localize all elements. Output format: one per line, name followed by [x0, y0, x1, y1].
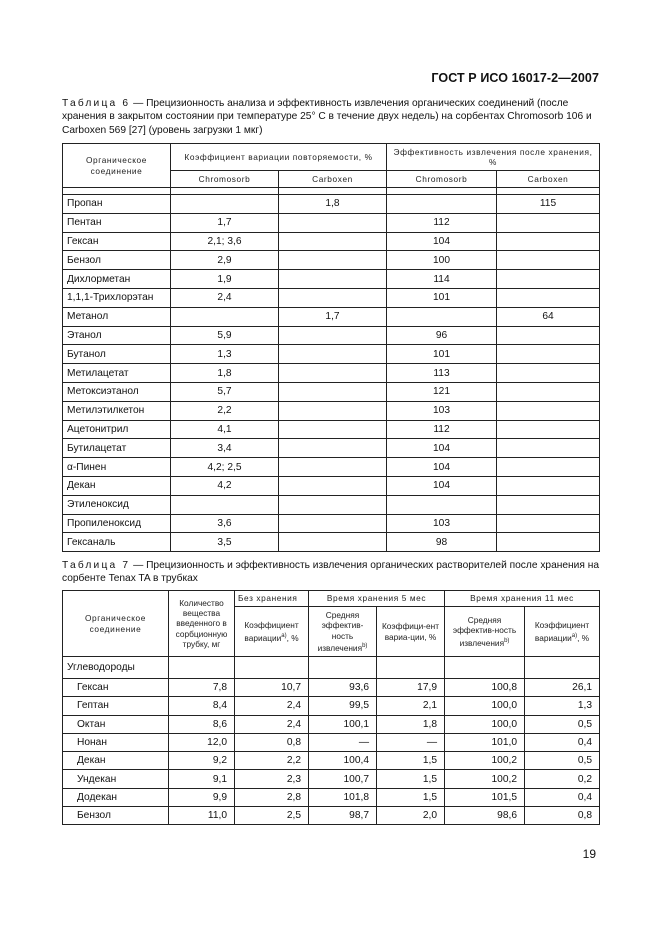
- table7-cell-cv-11mo: 1,3: [525, 697, 600, 715]
- table6-sub-chromosorb-eff: Chromosorb: [387, 171, 497, 188]
- table6-cell-cv-chromosorb: 3,4: [171, 439, 279, 458]
- table6-sub-carboxen-cv: Carboxen: [279, 171, 387, 188]
- table6-row: [63, 401, 600, 420]
- table7-row: [63, 679, 600, 697]
- table6-cell-eff-carboxen: [497, 533, 600, 552]
- table7-cell-cv-no-storage: 10,7: [235, 679, 309, 697]
- table7-cell-cv-5mo: 1,8: [377, 715, 445, 733]
- table6-cell-cv-chromosorb: [171, 495, 279, 514]
- table6-cell-eff-chromosorb: 104: [387, 476, 497, 495]
- table7-cell-cv-no-storage: 2,4: [235, 715, 309, 733]
- table7-row: [63, 715, 600, 733]
- table6-cell-cv-carboxen: [279, 476, 387, 495]
- table7-cell-compound: Октан: [63, 715, 169, 733]
- table7-cell-amount: 8,6: [169, 715, 235, 733]
- table7-cell-eff-5mo: 93,6: [309, 679, 377, 697]
- table6-cell-compound: Метанол: [63, 307, 171, 326]
- table7-cell-cv-11mo: 0,4: [525, 733, 600, 751]
- table6-cell-cv-carboxen: [279, 439, 387, 458]
- table7-cell-eff-5mo: —: [309, 733, 377, 751]
- table7-cell-cv-no-storage: 2,4: [235, 697, 309, 715]
- table6-cell-compound: Пропан: [63, 195, 171, 214]
- table6-cell-compound: Дихлорметан: [63, 270, 171, 289]
- table7-cell-eff-11mo: 100,0: [445, 715, 525, 733]
- table6-cell-cv-chromosorb: 1,3: [171, 345, 279, 364]
- table7-row: [63, 807, 600, 825]
- table6-cell-cv-carboxen: [279, 514, 387, 533]
- table6-caption: [62, 97, 602, 137]
- table6-cell-cv-carboxen: [279, 420, 387, 439]
- table7-cell-eff-11mo: 100,0: [445, 697, 525, 715]
- table7-cell-compound: Гексан: [63, 679, 169, 697]
- table6-caption-text: — Прецизионность анализа и эффективность извлечения органических соединений (после хранения в закрытом состоянии при температуре 25° С в течение двух недель) на сорбентах Chromosorb 106 и Carboxen 569 [27] (уровень загрузки 1 мкг): [62, 98, 592, 136]
- table6-cell-cv-chromosorb: 3,6: [171, 514, 279, 533]
- table7-cell-cv-11mo: 0,4: [525, 788, 600, 806]
- table6-cell-cv-carboxen: [279, 495, 387, 514]
- table6-cell-eff-carboxen: [497, 364, 600, 383]
- table6-cell-eff-chromosorb: 98: [387, 533, 497, 552]
- table6-cell-cv-carboxen: [279, 326, 387, 345]
- table6-cell-eff-carboxen: [497, 232, 600, 251]
- table7-cell-cv-5mo: 1,5: [377, 770, 445, 788]
- table7-cell-cv-11mo: 0,5: [525, 715, 600, 733]
- table7-cell-eff-11mo: 100,8: [445, 679, 525, 697]
- table7-row: [63, 788, 600, 806]
- table6-cell-cv-carboxen: [279, 364, 387, 383]
- table6-sub-carboxen-eff: Carboxen: [497, 171, 600, 188]
- table6-cell-cv-carboxen: [279, 533, 387, 552]
- table6-cell-eff-carboxen: [497, 270, 600, 289]
- table6-cell-eff-carboxen: [497, 476, 600, 495]
- table7-cell-eff-11mo: 101,5: [445, 788, 525, 806]
- table6-row: [63, 533, 600, 552]
- table6-row: [63, 213, 600, 232]
- table6-cell-compound: Метилацетат: [63, 364, 171, 383]
- table7-group-hydrocarbons: Углеводороды: [63, 657, 169, 679]
- table7-cell-eff-11mo: 98,6: [445, 807, 525, 825]
- table7-row: [63, 697, 600, 715]
- table6-cell-cv-chromosorb: 4,2; 2,5: [171, 458, 279, 477]
- table6-cell-compound: α-Пинен: [63, 458, 171, 477]
- table6-cell-cv-carboxen: [279, 382, 387, 401]
- table6-row: [63, 345, 600, 364]
- table6-cell-eff-chromosorb: 114: [387, 270, 497, 289]
- table7-cell-eff-5mo: 100,4: [309, 752, 377, 770]
- table7-sub-cv-no-storage: Коэффициент вариации$^{а)}$, %: [235, 607, 309, 657]
- table6-cell-eff-chromosorb: [387, 195, 497, 214]
- table6-row: [63, 307, 600, 326]
- table6-cell-eff-carboxen: [497, 439, 600, 458]
- table6-cell-compound: Бутилацетат: [63, 439, 171, 458]
- table7-cell-eff-5mo: 99,5: [309, 697, 377, 715]
- table7-cell-cv-5mo: 2,0: [377, 807, 445, 825]
- table6-cell-eff-chromosorb: 103: [387, 514, 497, 533]
- table7-cell-eff-11mo: 100,2: [445, 770, 525, 788]
- table6-cell-cv-chromosorb: 4,1: [171, 420, 279, 439]
- table6-cell-compound: 1,1,1-Трихлорэтан: [63, 288, 171, 307]
- table6-cell-eff-chromosorb: 104: [387, 439, 497, 458]
- table6-cell-cv-chromosorb: 1,7: [171, 213, 279, 232]
- table6-cell-eff-carboxen: [497, 326, 600, 345]
- table7-label: Таблица 7: [62, 560, 131, 571]
- table6-cell-compound: Пропиленоксид: [63, 514, 171, 533]
- table7-caption-text: — Прецизионность и эффективность извлечения органических растворителей после хранения на сорбенте Tenax TA в трубках: [62, 560, 600, 585]
- table6-cell-eff-carboxen: [497, 288, 600, 307]
- table6-cell-compound: Гексаналь: [63, 533, 171, 552]
- table6-cell-cv-carboxen: [279, 345, 387, 364]
- table6-cell-cv-chromosorb: [171, 307, 279, 326]
- table7-header-5mo: Время хранения 5 мес: [309, 591, 445, 607]
- table6-row: [63, 364, 600, 383]
- table6-cell-eff-chromosorb: 96: [387, 326, 497, 345]
- table7-cell-cv-11mo: 0,8: [525, 807, 600, 825]
- table6-cell-cv-chromosorb: 2,9: [171, 251, 279, 270]
- table7-cell-cv-no-storage: 2,8: [235, 788, 309, 806]
- table6-cell-eff-chromosorb: 104: [387, 232, 497, 251]
- table6: [62, 143, 600, 552]
- table6-row: [63, 514, 600, 533]
- table7-header-compound: Органическое соединение: [63, 591, 169, 657]
- table6-row: [63, 495, 600, 514]
- table7-cell-eff-5mo: 101,8: [309, 788, 377, 806]
- table6-row: [63, 439, 600, 458]
- table7-header-11mo: Время хранения 11 мес: [445, 591, 600, 607]
- table6-cell-eff-chromosorb: 100: [387, 251, 497, 270]
- table6-cell-eff-carboxen: [497, 514, 600, 533]
- table6-cell-eff-chromosorb: 113: [387, 364, 497, 383]
- table6-cell-eff-carboxen: [497, 495, 600, 514]
- table7-cell-amount: 12,0: [169, 733, 235, 751]
- table7-cell-cv-5mo: 1,5: [377, 788, 445, 806]
- table7-cell-amount: 9,2: [169, 752, 235, 770]
- table6-cell-eff-chromosorb: 112: [387, 420, 497, 439]
- table6-cell-cv-chromosorb: 1,9: [171, 270, 279, 289]
- table6-cell-cv-carboxen: [279, 251, 387, 270]
- table7-cell-compound: Гептан: [63, 697, 169, 715]
- table6-label: Таблица 6: [62, 98, 131, 109]
- table6-cell-cv-chromosorb: 2,1; 3,6: [171, 232, 279, 251]
- table7-cell-amount: 11,0: [169, 807, 235, 825]
- table7-cell-compound: Додекан: [63, 788, 169, 806]
- page-number: 19: [582, 847, 596, 861]
- table7-cell-eff-5mo: 100,1: [309, 715, 377, 733]
- table7-cell-cv-11mo: 0,5: [525, 752, 600, 770]
- table6-cell-compound: Ацетонитрил: [63, 420, 171, 439]
- table6-cell-eff-chromosorb: 101: [387, 288, 497, 307]
- table7-cell-compound: Декан: [63, 752, 169, 770]
- table7-sub-cv-5mo: Коэффици-ент вариа-ции, %: [377, 607, 445, 657]
- table7-cell-cv-5mo: 17,9: [377, 679, 445, 697]
- table6-cell-eff-carboxen: [497, 345, 600, 364]
- table6-cell-cv-carboxen: [279, 213, 387, 232]
- table6-cell-eff-carboxen: [497, 251, 600, 270]
- table7-cell-cv-5mo: —: [377, 733, 445, 751]
- table7-row: [63, 733, 600, 751]
- table6-cell-eff-carboxen: 64: [497, 307, 600, 326]
- table6-row: [63, 420, 600, 439]
- table6-cell-eff-chromosorb: 103: [387, 401, 497, 420]
- table7-header-no-storage: Без хранения: [235, 591, 309, 607]
- table6-cell-cv-chromosorb: [171, 195, 279, 214]
- table7-cell-eff-5mo: 98,7: [309, 807, 377, 825]
- table7-cell-compound: Ундекан: [63, 770, 169, 788]
- table6-row: [63, 251, 600, 270]
- table7-sub-eff-11mo: Средняя эффектив-ность извлечения$^{b)}$: [445, 607, 525, 657]
- table6-cell-eff-carboxen: [497, 213, 600, 232]
- table7-cell-cv-11mo: 0,2: [525, 770, 600, 788]
- table6-cell-eff-chromosorb: 104: [387, 458, 497, 477]
- table7-row: [63, 770, 600, 788]
- table7-sub-cv-11mo: Коэффициент вариации$^{а)}$, %: [525, 607, 600, 657]
- table6-cell-eff-chromosorb: 121: [387, 382, 497, 401]
- table7-cell-amount: 9,9: [169, 788, 235, 806]
- table6-row: [63, 288, 600, 307]
- table6-cell-compound: Этиленоксид: [63, 495, 171, 514]
- table7-cell-cv-no-storage: 2,3: [235, 770, 309, 788]
- table6-cell-eff-chromosorb: 112: [387, 213, 497, 232]
- table7-cell-cv-no-storage: 0,8: [235, 733, 309, 751]
- table7-cell-eff-5mo: 100,7: [309, 770, 377, 788]
- table6-cell-eff-carboxen: 115: [497, 195, 600, 214]
- table7-cell-amount: 9,1: [169, 770, 235, 788]
- table6-cell-eff-chromosorb: 101: [387, 345, 497, 364]
- table6-cell-cv-carboxen: [279, 232, 387, 251]
- table7-row: [63, 752, 600, 770]
- table7: [62, 590, 600, 825]
- table6-cell-cv-carboxen: 1,8: [279, 195, 387, 214]
- table6-cell-cv-carboxen: [279, 401, 387, 420]
- table6-cell-eff-carboxen: [497, 420, 600, 439]
- table7-cell-compound: Бензол: [63, 807, 169, 825]
- table6-cell-eff-chromosorb: [387, 495, 497, 514]
- table6-header-cv: Коэффициент вариации повторяемости, %: [171, 144, 387, 171]
- table6-cell-cv-chromosorb: 1,8: [171, 364, 279, 383]
- table7-cell-amount: 8,4: [169, 697, 235, 715]
- table6-sub-chromosorb-cv: Chromosorb: [171, 171, 279, 188]
- table6-cell-compound: Бензол: [63, 251, 171, 270]
- table6-cell-cv-chromosorb: 4,2: [171, 476, 279, 495]
- table7-caption: [62, 559, 602, 586]
- table7-cell-compound: Нонан: [63, 733, 169, 751]
- table6-row: [63, 458, 600, 477]
- table6-cell-compound: Этанол: [63, 326, 171, 345]
- table6-cell-cv-carboxen: 1,7: [279, 307, 387, 326]
- table6-header-efficiency: Эффективность извлечения после хранения, %: [387, 144, 600, 171]
- table6-cell-cv-chromosorb: 2,4: [171, 288, 279, 307]
- table6-cell-eff-carboxen: [497, 382, 600, 401]
- document-header: ГОСТ Р ИСО 16017-2—2007: [431, 71, 599, 85]
- table6-cell-cv-chromosorb: 3,5: [171, 533, 279, 552]
- table6-row: [63, 232, 600, 251]
- table7-cell-amount: 7,8: [169, 679, 235, 697]
- table6-cell-compound: Метилэтилкетон: [63, 401, 171, 420]
- table7-cell-cv-no-storage: 2,2: [235, 752, 309, 770]
- table6-cell-cv-chromosorb: 5,9: [171, 326, 279, 345]
- table7-cell-cv-5mo: 1,5: [377, 752, 445, 770]
- table6-cell-compound: Пентан: [63, 213, 171, 232]
- table7-header-amount: Количество вещества введенного в сорбционную трубку, мг: [169, 591, 235, 657]
- table6-cell-eff-carboxen: [497, 401, 600, 420]
- table6-cell-compound: Метоксиэтанол: [63, 382, 171, 401]
- table6-cell-compound: Декан: [63, 476, 171, 495]
- table6-header-compound: Органическое соединение: [63, 144, 171, 188]
- table6-cell-cv-carboxen: [279, 270, 387, 289]
- table6-row: [63, 195, 600, 214]
- table7-cell-eff-11mo: 100,2: [445, 752, 525, 770]
- table7-cell-cv-no-storage: 2,5: [235, 807, 309, 825]
- table6-row: [63, 326, 600, 345]
- table6-cell-compound: Бутанол: [63, 345, 171, 364]
- table6-cell-cv-chromosorb: 2,2: [171, 401, 279, 420]
- table6-cell-eff-chromosorb: [387, 307, 497, 326]
- table6-row: [63, 476, 600, 495]
- table6-row: [63, 270, 600, 289]
- table7-cell-cv-5mo: 2,1: [377, 697, 445, 715]
- table6-row: [63, 382, 600, 401]
- table7-cell-eff-11mo: 101,0: [445, 733, 525, 751]
- table6-cell-eff-carboxen: [497, 458, 600, 477]
- table6-cell-cv-carboxen: [279, 288, 387, 307]
- table6-cell-cv-carboxen: [279, 458, 387, 477]
- table7-sub-eff-5mo: Средняя эффектив-ность извлечения$^{b)}$: [309, 607, 377, 657]
- table7-cell-cv-11mo: 26,1: [525, 679, 600, 697]
- table6-cell-cv-chromosorb: 5,7: [171, 382, 279, 401]
- table6-cell-compound: Гексан: [63, 232, 171, 251]
